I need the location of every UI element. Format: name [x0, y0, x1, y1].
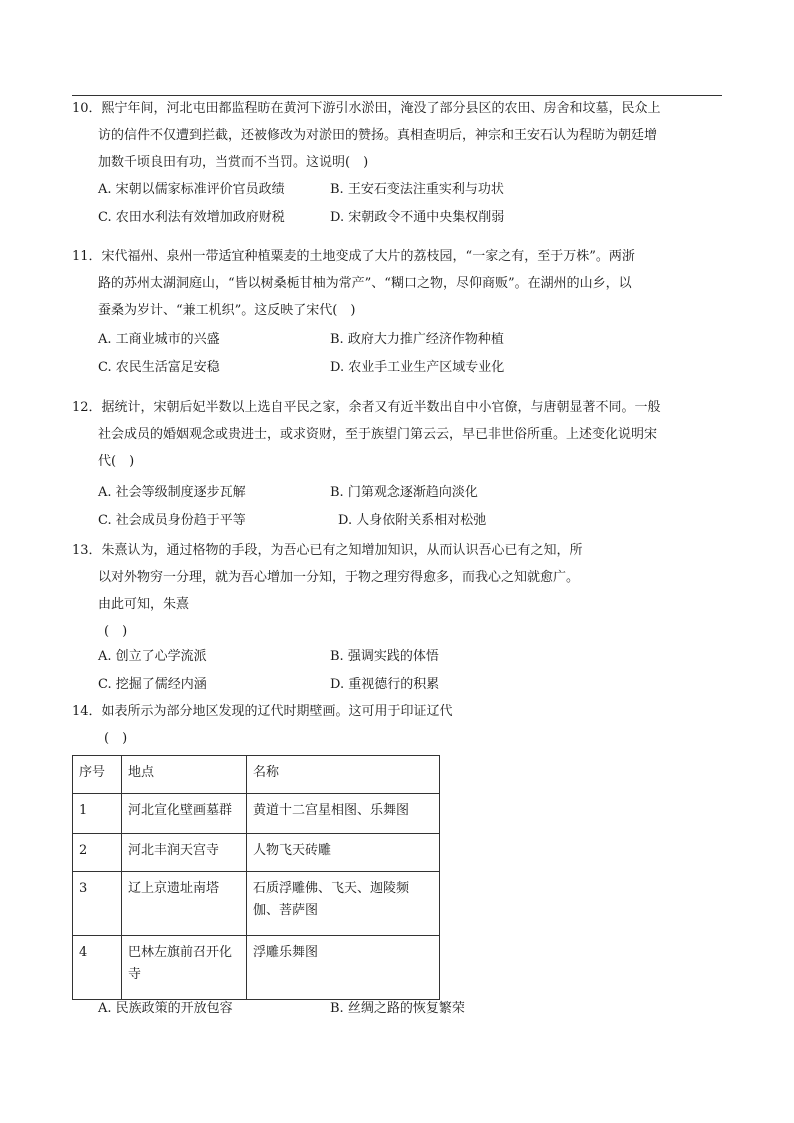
question-12-option-c[interactable]: C. 社会成员身份趋于平等	[98, 513, 246, 528]
table-header-cell: 名称	[247, 756, 440, 794]
question-13-option-c[interactable]: C. 挖掘了儒经内涵	[98, 677, 207, 692]
question-14-stem	[72, 698, 722, 752]
question-11-option-b[interactable]: B. 政府大力推广经济作物种植	[330, 332, 504, 347]
question-12-option-a[interactable]: A. 社会等级制度逐步瓦解	[98, 485, 246, 500]
question-14-option-a[interactable]: A. 民族政策的开放包容	[98, 1001, 233, 1016]
question-14-line1: 14．如表所示为部分地区发现的辽代时期壁画。这可用于印证辽代	[72, 704, 453, 719]
table-header-cell: 地点	[122, 756, 247, 794]
question-12-line1: 12．据统计，宋朝后妃半数以上选自平民之家，余者又有近半数出自中小官僚，与唐朝显著不同。一般	[72, 400, 661, 415]
table-row	[73, 834, 440, 872]
question-12-option-b[interactable]: B. 门第观念逐渐趋向淡化	[330, 485, 478, 500]
table-cell: 3	[73, 872, 122, 936]
table-cell: 人物飞天砖雕	[247, 834, 440, 872]
table-header-row	[73, 756, 440, 794]
table-header-cell: 序号	[73, 756, 122, 794]
question-12-stem	[72, 394, 722, 475]
question-11-line1: 11．宋代福州、泉州一带适宜种植粟麦的土地变成了大片的荔枝园，“一家之有，至于万株”。两浙	[72, 249, 635, 264]
mural-table	[72, 755, 440, 1000]
question-10-option-a[interactable]: A. 宋朝以儒家标准评价官员政绩	[98, 182, 285, 197]
question-13-stem	[72, 537, 722, 645]
question-10-stem	[72, 95, 722, 176]
table-cell: 河北宣化壁画墓群	[122, 794, 247, 834]
question-11-option-d[interactable]: D. 农业手工业生产区域专业化	[330, 360, 505, 375]
table-cell: 1	[73, 794, 122, 834]
question-13-answer-blank: ( )	[104, 624, 128, 639]
question-14-option-b[interactable]: B. 丝绸之路的恢复繁荣	[330, 1001, 465, 1016]
question-10-line3: 加数千顷良田有功，当赏而不当罚。这说明( )	[98, 155, 369, 170]
question-13-option-d[interactable]: D. 重视德行的积累	[330, 677, 440, 692]
question-10-line2: 访的信件不仅遭到拦截，还被修改为对淤田的赞扬。真相查明后，神宗和王安石认为程昉为朝廷增	[98, 128, 658, 143]
table-cell: 黄道十二宫星相图、乐舞图	[247, 794, 440, 834]
table-row	[73, 936, 440, 1000]
question-13-option-a[interactable]: A. 创立了心学流派	[98, 649, 207, 664]
table-row	[73, 872, 440, 936]
question-12-line3: 代( )	[98, 454, 135, 469]
question-10-option-b[interactable]: B. 王安石变法注重实利与功状	[330, 182, 504, 197]
table-cell: 辽上京遗址南塔	[122, 872, 247, 936]
table-cell: 浮雕乐舞图	[247, 936, 440, 1000]
question-11-stem	[72, 243, 722, 324]
question-12-option-d[interactable]: D. 人身依附关系相对松弛	[338, 513, 487, 528]
question-13-line2: 以对外物穷一分理，就为吾心增加一分知，于物之理穷得愈多，而我心之知就愈广。	[98, 570, 580, 585]
question-11-line2: 路的苏州太湖洞庭山，“皆以树桑栀甘柚为常产”、“糊口之物，尽仰商贩”。在湖州的山乡，以	[98, 276, 632, 291]
question-11-line3: 蚕桑为岁计、“兼工机织”。这反映了宋代( )	[98, 303, 356, 318]
question-14-answer-blank: ( )	[104, 731, 128, 746]
table-row	[73, 794, 440, 834]
table-cell: 4	[73, 936, 122, 1000]
table-cell: 河北丰润天宫寺	[122, 834, 247, 872]
question-13-line1: 13．朱熹认为，通过格物的手段，为吾心已有之知增加知识，从而认识吾心已有之知，所	[72, 543, 583, 558]
question-10-option-c[interactable]: C. 农田水利法有效增加政府财税	[98, 210, 285, 225]
question-10-line1: 10．熙宁年间，河北屯田都监程昉在黄河下游引水淤田，淹没了部分县区的农田、房舍和坟墓，民众上	[72, 101, 661, 116]
table-cell: 巴林左旗前召开化寺	[122, 936, 247, 1000]
table-cell: 2	[73, 834, 122, 872]
table-cell: 石质浮雕佛、飞天、迦陵频伽、菩萨图	[247, 872, 440, 936]
question-11-option-a[interactable]: A. 工商业城市的兴盛	[98, 332, 220, 347]
question-11-option-c[interactable]: C. 农民生活富足安稳	[98, 360, 220, 375]
question-10-option-d[interactable]: D. 宋朝政令不通中央集权削弱	[330, 210, 505, 225]
question-12-line2: 社会成员的婚姻观念或贵进士，或求资财，至于族望门第云云，早已非世俗所重。上述变化说明宋	[98, 427, 658, 442]
question-13-option-b[interactable]: B. 强调实践的体悟	[330, 649, 439, 664]
question-13-line3: 由此可知，朱熹	[98, 597, 190, 612]
